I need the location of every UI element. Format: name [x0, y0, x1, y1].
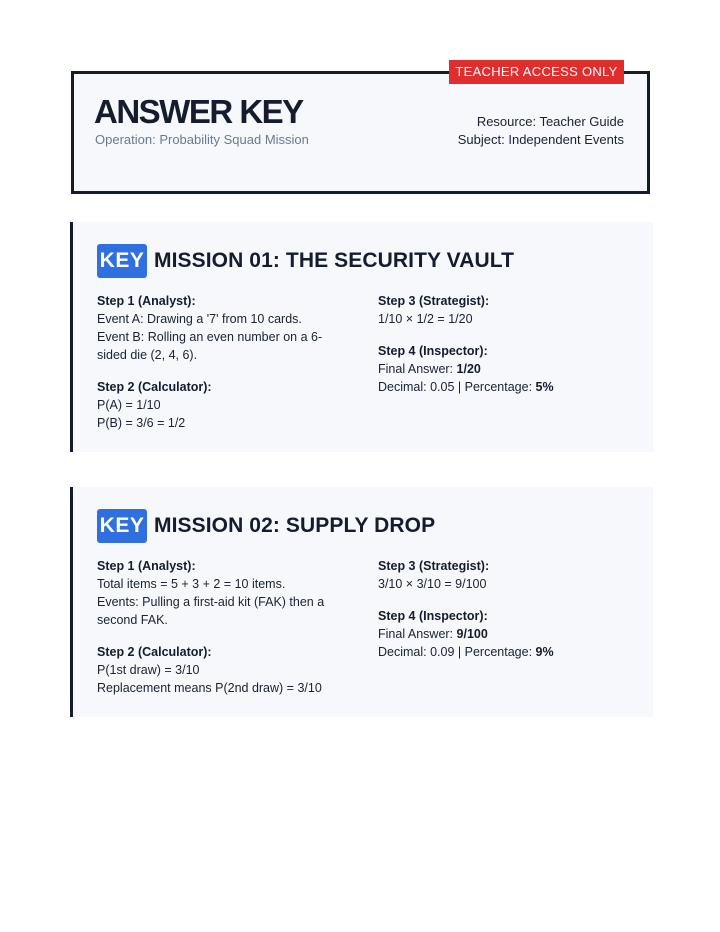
final-answer-prefix: Final Answer: — [378, 627, 457, 641]
step-line: 3/10 × 3/10 = 9/100 — [378, 577, 487, 591]
mission-left-column — [97, 557, 347, 711]
mission-right-column — [378, 557, 638, 675]
step-label: Step 3 (Strategist): — [378, 559, 490, 573]
step-line: Events: Pulling a first-aid kit (FAK) then a second FAK. — [97, 595, 325, 627]
key-badge: KEY — [97, 244, 147, 278]
step-4-inspector — [378, 342, 638, 396]
step-4-inspector — [378, 607, 638, 661]
step-2-calculator — [97, 643, 347, 697]
step-line: P(1st draw) = 3/10 — [97, 663, 200, 677]
step-label: Step 1 (Analyst): — [97, 559, 196, 573]
step-3-strategist — [378, 557, 638, 593]
decimal-percent-line — [378, 378, 638, 396]
mission-heading — [97, 243, 514, 279]
page-subtitle: Operation: Probability Squad Mission — [95, 132, 309, 147]
mission-left-column — [97, 292, 347, 446]
final-answer-line — [378, 625, 638, 643]
separator: | — [454, 380, 465, 394]
final-answer-prefix: Final Answer: — [378, 362, 457, 376]
mission-title: MISSION 01: THE SECURITY VAULT — [154, 249, 515, 272]
mission-heading — [97, 508, 435, 544]
step-label: Step 2 (Calculator): — [97, 380, 212, 394]
mission-card-02 — [70, 487, 653, 717]
step-line: Event B: Rolling an even number on a 6-sided die (2, 4, 6). — [97, 330, 323, 362]
step-line: 1/10 × 1/2 = 1/20 — [378, 312, 473, 326]
key-badge: KEY — [97, 509, 147, 543]
mission-right-column — [378, 292, 638, 410]
step-label: Step 2 (Calculator): — [97, 645, 212, 659]
decimal-value: Decimal: 0.09 — [378, 645, 455, 659]
mission-title: MISSION 02: SUPPLY DROP — [154, 514, 436, 537]
resource-label: Resource: Teacher Guide — [476, 114, 624, 129]
final-answer-value: 1/20 — [456, 362, 481, 376]
percentage-value: 5% — [535, 380, 554, 394]
percentage-prefix: Percentage: — [464, 380, 536, 394]
teacher-access-badge: TEACHER ACCESS ONLY — [449, 60, 624, 84]
final-answer-value: 9/100 — [456, 627, 488, 641]
step-1-analyst — [97, 557, 347, 629]
percentage-value: 9% — [535, 645, 554, 659]
step-line: Replacement means P(2nd draw) = 3/10 — [97, 681, 322, 695]
step-label: Step 1 (Analyst): — [97, 294, 196, 308]
step-line: P(B) = 3/6 = 1/2 — [97, 416, 186, 430]
page-title: ANSWER KEY — [94, 93, 303, 130]
step-label: Step 4 (Inspector): — [378, 609, 488, 623]
step-label: Step 4 (Inspector): — [378, 344, 488, 358]
step-line: Total items = 5 + 3 + 2 = 10 items. — [97, 577, 286, 591]
step-3-strategist — [378, 292, 638, 328]
percentage-prefix: Percentage: — [464, 645, 536, 659]
step-1-analyst — [97, 292, 347, 364]
step-label: Step 3 (Strategist): — [378, 294, 490, 308]
subject-label: Subject: Independent Events — [457, 132, 624, 147]
decimal-percent-line — [378, 643, 638, 661]
mission-card-01 — [70, 222, 653, 452]
decimal-value: Decimal: 0.05 — [378, 380, 455, 394]
separator: | — [454, 645, 465, 659]
step-2-calculator — [97, 378, 347, 432]
step-line: Event A: Drawing a '7' from 10 cards. — [97, 312, 302, 326]
final-answer-line — [378, 360, 638, 378]
step-line: P(A) = 1/10 — [97, 398, 161, 412]
